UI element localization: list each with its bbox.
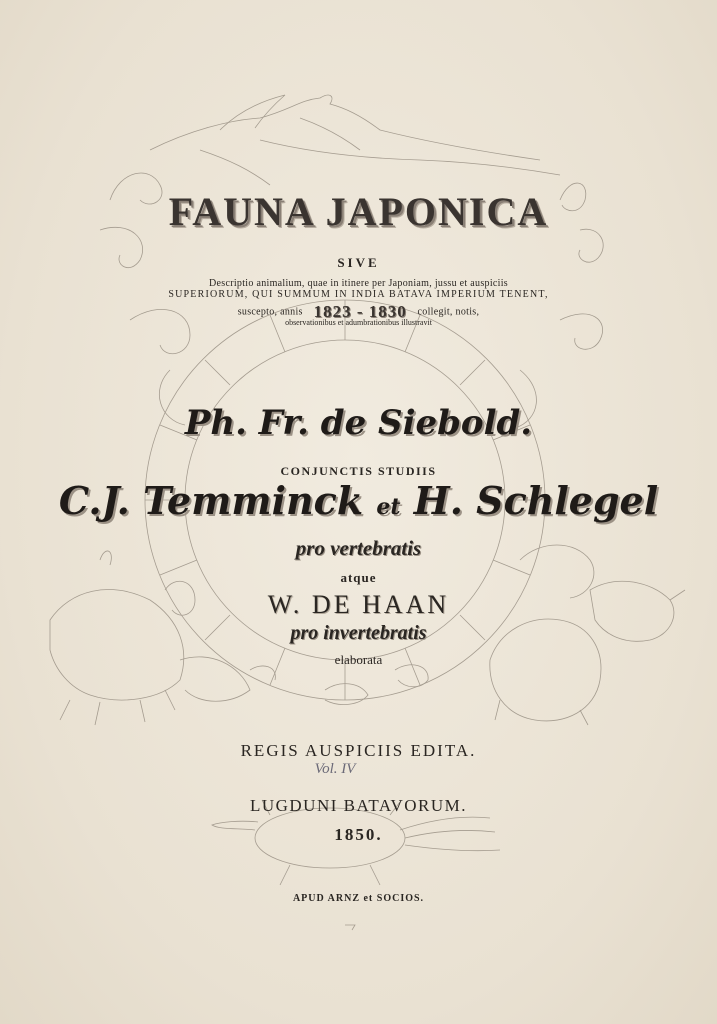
collaborators-et: et	[376, 494, 401, 520]
collaborator-schlegel: H. Schlegel	[413, 478, 659, 523]
description-line-2: SUPERIORUM, QUI SUMMUM IN INDIA BATAVA IMPERIUM TENENT,	[168, 289, 549, 300]
author-name: Ph. Fr. de Siebold.	[184, 403, 533, 443]
publisher: APUD ARNZ et SOCIOS.	[292, 893, 425, 904]
collaborator-temminck: C.J. Temminck	[58, 478, 364, 523]
conjunctis-studiis: CONJUNCTIS STUDIIS	[280, 464, 437, 478]
publication-place: LUGDUNI BATAVORUM.	[249, 796, 468, 815]
phoenix-icon	[150, 95, 560, 185]
volume-annotation: Vol. IV	[314, 761, 356, 777]
pro-invertebratis: pro invertebratis	[290, 622, 427, 644]
description-line-4: observationibus et adumbrationibus illustravit	[285, 318, 432, 327]
description-line-1: Descriptio animalium, quae in itinere per Japoniam, jussu et auspiciis	[209, 278, 508, 289]
atque: atque	[340, 570, 377, 585]
regis-auspiciis: REGIS AUSPICIIS EDITA.	[240, 741, 477, 760]
collaborator-de-haan: W. DE HAAN	[267, 590, 450, 619]
pro-vertebratis: pro vertebratis	[295, 536, 422, 560]
description-line-3-before: suscepto, annis	[237, 306, 303, 318]
book-title: FAUNA JAPONICA	[168, 189, 549, 234]
expedition-years: 1823 - 1830	[313, 302, 407, 321]
collaborators	[0, 478, 717, 523]
subtitle-sive: SIVE	[337, 255, 380, 270]
description-line-3-after: collegit, notis,	[417, 306, 480, 318]
publication-year: 1850.	[334, 825, 383, 844]
elaborata: elaborata	[334, 652, 383, 667]
